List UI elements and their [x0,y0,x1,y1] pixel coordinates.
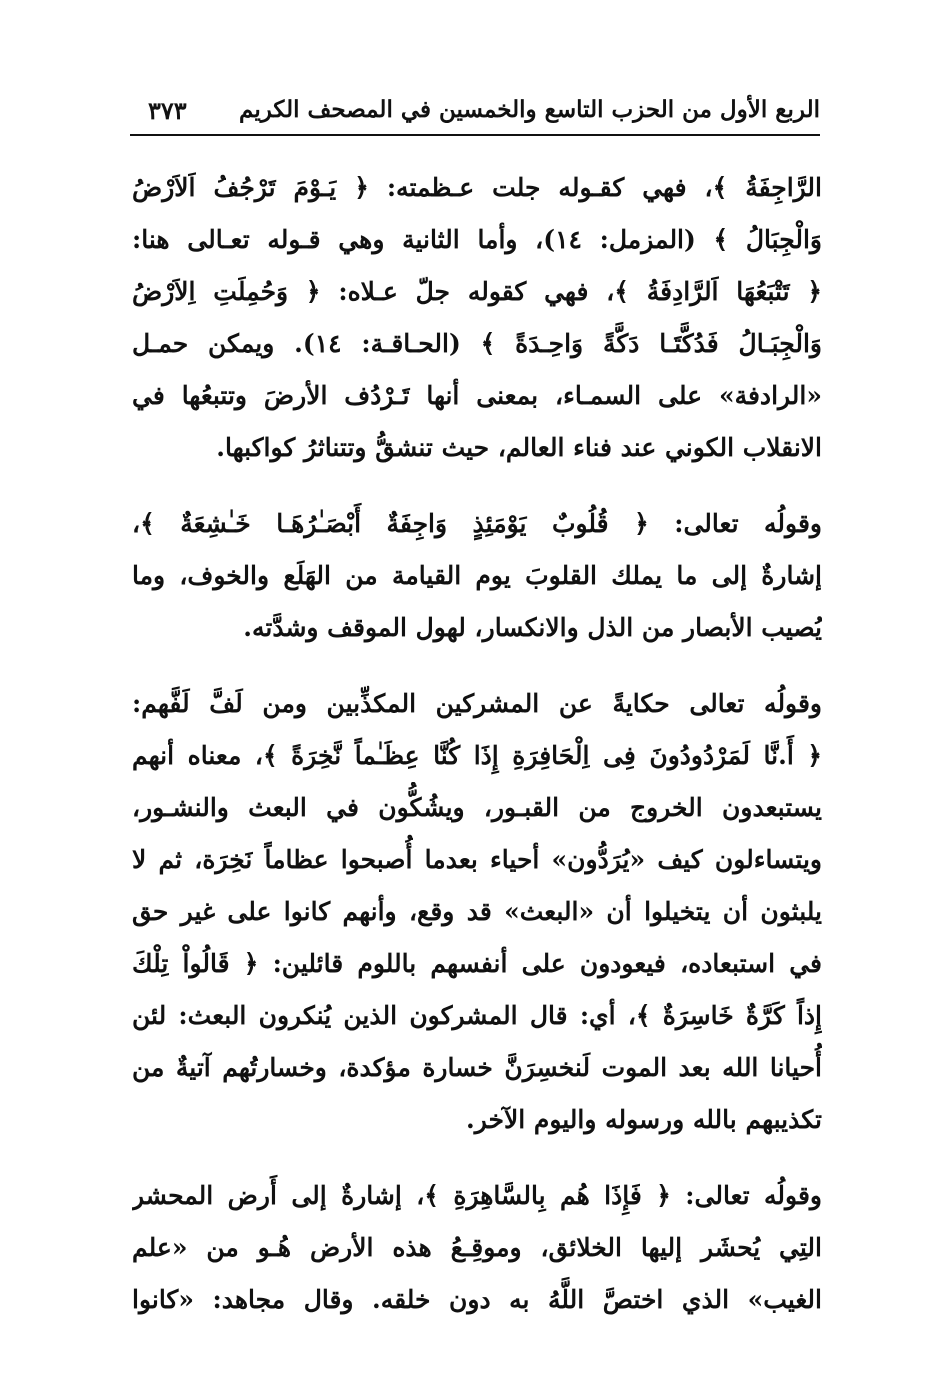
paragraph-1 [132,162,822,474]
running-header [130,90,820,138]
text-line: يستبعدون الخروج من القبـور، ويشُكُّون في البعث والنشـور، [132,793,822,822]
text-line: في استبعاده، فيعودون على أنفسهم باللوم قائلين: ﴿ قَالُواْ تِلْكَ [132,949,822,978]
text-line: يُصيب الأبصار من الذل والانكسار، لهول الموقف وشدَّته. [243,613,822,642]
text-line: تكذيبهم بالله ورسوله واليوم الآخر. [466,1105,822,1134]
page-number: ٣٧٣ [148,96,187,125]
text-line: وقولُه تعالى: ﴿ قُلُوبٌ يَوْمَئِذٍ وَاجِفَةٌ أَبْصَـٰرُهَـا خَـٰشِعَةٌ ﴾، [132,509,822,538]
text-line: وَالْجِبَـالُ فَدُكَّتَـا دَكَّةً وَاحِـدَةً ﴾ (الحـاقـة: ١٤). ويمكن حمـل [132,329,822,358]
text-line: التِي يُحشَر إليها الخلائق، وموقِـعُ هذه الأرض هُـو من «علم [132,1233,822,1262]
text-line: إِذاً كَرَّةٌ خَاسِرَةٌ ﴾، أي: قال المشركون الذين يُنكرون البعث: لئن [132,1001,822,1030]
text-line: ﴿ أَ.نَّا لَمَرْدُودُونَ فِى اِلْحَافِرَةِ إِذَا كُنَّا عِظَـٰماً نَّخِرَةً ﴾، معناه أنهم [132,741,822,770]
text-line: وقولُه تعالى حكايةً عن المشركين المكذِّبين ومن لَفَّ لَفَّهم: [132,689,822,718]
text-line: وَالْجِبَالُ ﴾ (المزمل: ١٤)، وأما الثانية وهي قـوله تعـالى هنا: [132,225,822,254]
text-line: الرَّاجِفَةُ ﴾، فهي كقـوله جلت عـظمته: ﴿ يَـوْمَ تَرْجُفُ اَلاَرْضُ [132,173,822,202]
text-line: إشارةٌ إلى ما يملك القلوبَ يوم القيامة من الهَلَع والخوف، وما [132,561,822,590]
header-title: الربع الأول من الحزب التاسع والخمسين في المصحف الكريم [239,96,820,123]
paragraph-2 [132,498,822,654]
text-line: يلبثون أن يتخيلوا أن «البعث» قد وقع، وأنهم كانوا على غير حق [132,897,822,926]
text-line: ويتساءلون كيف «يُرَدُّون» أحياء بعدما أُصبحوا عظاماً نَخِرَة، ثم لا [132,845,822,874]
text-line: وقولُه تعالى: ﴿ فَإِذَا هُم بِالسَّاهِرَةِ ﴾، إشارةٌ إلى أَرض المحشر [132,1181,822,1210]
page-body [132,162,822,1350]
header-rule [130,134,820,136]
text-line: الغيب» الذي اختصَّ اللَّهُ به دون خلقه. وقال مجاهد: «كانوا [132,1285,822,1314]
paragraph-4 [132,1170,822,1326]
paragraph-3 [132,678,822,1146]
text-line: ﴿ تَتْبَعُهَا اَلرَّادِفَةُ ﴾، فهي كقوله جلّ عـلاه: ﴿ وَحُمِلَتِ اِلاَرْضُ [132,277,822,306]
text-line: «الرادفة» على السمـاء، بمعنى أنها تَـرْدُف الأرضَ وتتبعُها في [132,381,822,410]
text-line: الانقلاب الكوني عند فناء العالم، حيث تنشقُّ وتتناثرُ كواكبها. [216,433,822,462]
text-line: أُحيانا الله بعد الموت لَنخسِرَنَّ خسارة مؤكدة، وخسارتُهم آتيةٌ من [132,1053,822,1082]
